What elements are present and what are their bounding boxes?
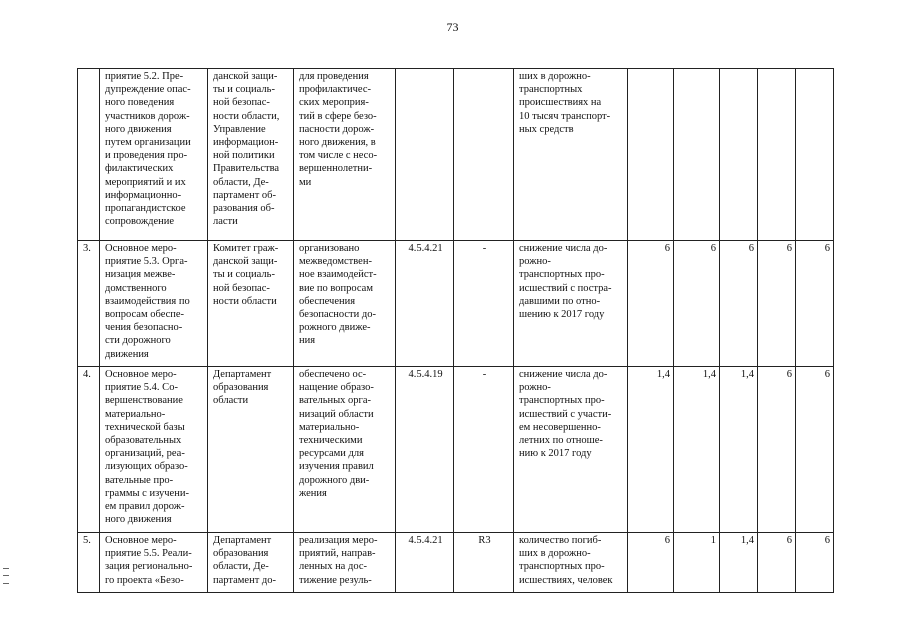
table-row (78, 367, 834, 533)
value-cell: 1,4 (674, 367, 720, 533)
value-cell: 1,4 (720, 533, 758, 593)
project-cell (454, 69, 514, 241)
result-cell: обеспечено ос- нащение образо- вательных орга- низаций области материально- техническими ресурсами для изучения правил дорожного дви- жения (294, 367, 396, 533)
value-cell (796, 69, 834, 241)
value-cell: 6 (758, 367, 796, 533)
result-cell: организовано межведомствен- ное взаимодейст- вие по вопросам обеспечения безопасности до- рожного движе- ния (294, 241, 396, 367)
value-cell (758, 69, 796, 241)
value-cell: 6 (720, 241, 758, 367)
row-number-cell: 5. (78, 533, 100, 593)
table-row (78, 533, 834, 593)
row-number-cell: 4. (78, 367, 100, 533)
value-cell: 6 (758, 241, 796, 367)
value-cell: 6 (758, 533, 796, 593)
result-cell: реализация меро- приятий, направ- ленных на дос- тижение резуль- (294, 533, 396, 593)
value-cell (674, 69, 720, 241)
row-number-cell: 3. (78, 241, 100, 367)
code-cell: 4.5.4.21 (396, 533, 454, 593)
value-cell: 1,4 (628, 367, 674, 533)
page-number: 73 (446, 20, 459, 34)
measure-cell: приятие 5.2. Пре- дупреждение опас- ного поведения участников дорож- ного движения путем организации и проведения про- филактических мероприятий и их информационно- пропагандистское сопровождение (100, 69, 208, 241)
executor-cell: Департамент образования области (208, 367, 294, 533)
table-row (78, 69, 834, 241)
value-cell: 6 (674, 241, 720, 367)
project-cell: R3 (454, 533, 514, 593)
value-cell (628, 69, 674, 241)
value-cell: 6 (628, 533, 674, 593)
value-cell: 6 (796, 241, 834, 367)
value-cell: 6 (796, 367, 834, 533)
scan-margin-mark (3, 568, 9, 584)
code-cell: 4.5.4.19 (396, 367, 454, 533)
measure-cell: Основное меро- приятие 5.5. Реали- зация регионально- го проекта «Безо- (100, 533, 208, 593)
code-cell (396, 69, 454, 241)
table-row (78, 241, 834, 367)
row-number-cell (78, 69, 100, 241)
measure-cell: Основное меро- приятие 5.3. Орга- низация межве- домственного взаимодействия по вопросам обеспе- чения безопасно- сти дорожного движения (100, 241, 208, 367)
result-cell: для проведения профилактичес- ских мероприя- тий в сфере безо- пасности дорож- ного движения, в том числе с несо- вершеннолетни- ми (294, 69, 396, 241)
value-cell: 1 (674, 533, 720, 593)
project-cell: - (454, 241, 514, 367)
indicator-cell: количество погиб- ших в дорожно- транспортных про- исшествиях, человек (514, 533, 628, 593)
project-cell: - (454, 367, 514, 533)
executor-cell: Комитет граж- данской защи- ты и социаль- ной безопас- ности области (208, 241, 294, 367)
program-measures-table (77, 68, 834, 593)
value-cell (720, 69, 758, 241)
executor-cell: данской защи- ты и социаль- ной безопас- ности области, Управление информацион- ной политики Правительства области, Де- партамент об- разования об- ласти (208, 69, 294, 241)
indicator-cell: снижение числа до- рожно- транспортных про- исшествий с постра- давшими по отно- шению к 2017 году (514, 241, 628, 367)
value-cell: 1,4 (720, 367, 758, 533)
executor-cell: Департамент образования области, Де- партамент до- (208, 533, 294, 593)
value-cell: 6 (796, 533, 834, 593)
indicator-cell: ших в дорожно- транспортных происшествиях на 10 тысяч транспорт- ных средств (514, 69, 628, 241)
value-cell: 6 (628, 241, 674, 367)
code-cell: 4.5.4.21 (396, 241, 454, 367)
indicator-cell: снижение числа до- рожно- транспортных про- исшествий с участи- ем несовершенно- летних по отноше- нию к 2017 году (514, 367, 628, 533)
measure-cell: Основное меро- приятие 5.4. Со- вершенствование материально- технической базы образовательных организаций, реа- лизующих образо- вательные про- граммы с изучени- ем правил дорож- ного движения (100, 367, 208, 533)
